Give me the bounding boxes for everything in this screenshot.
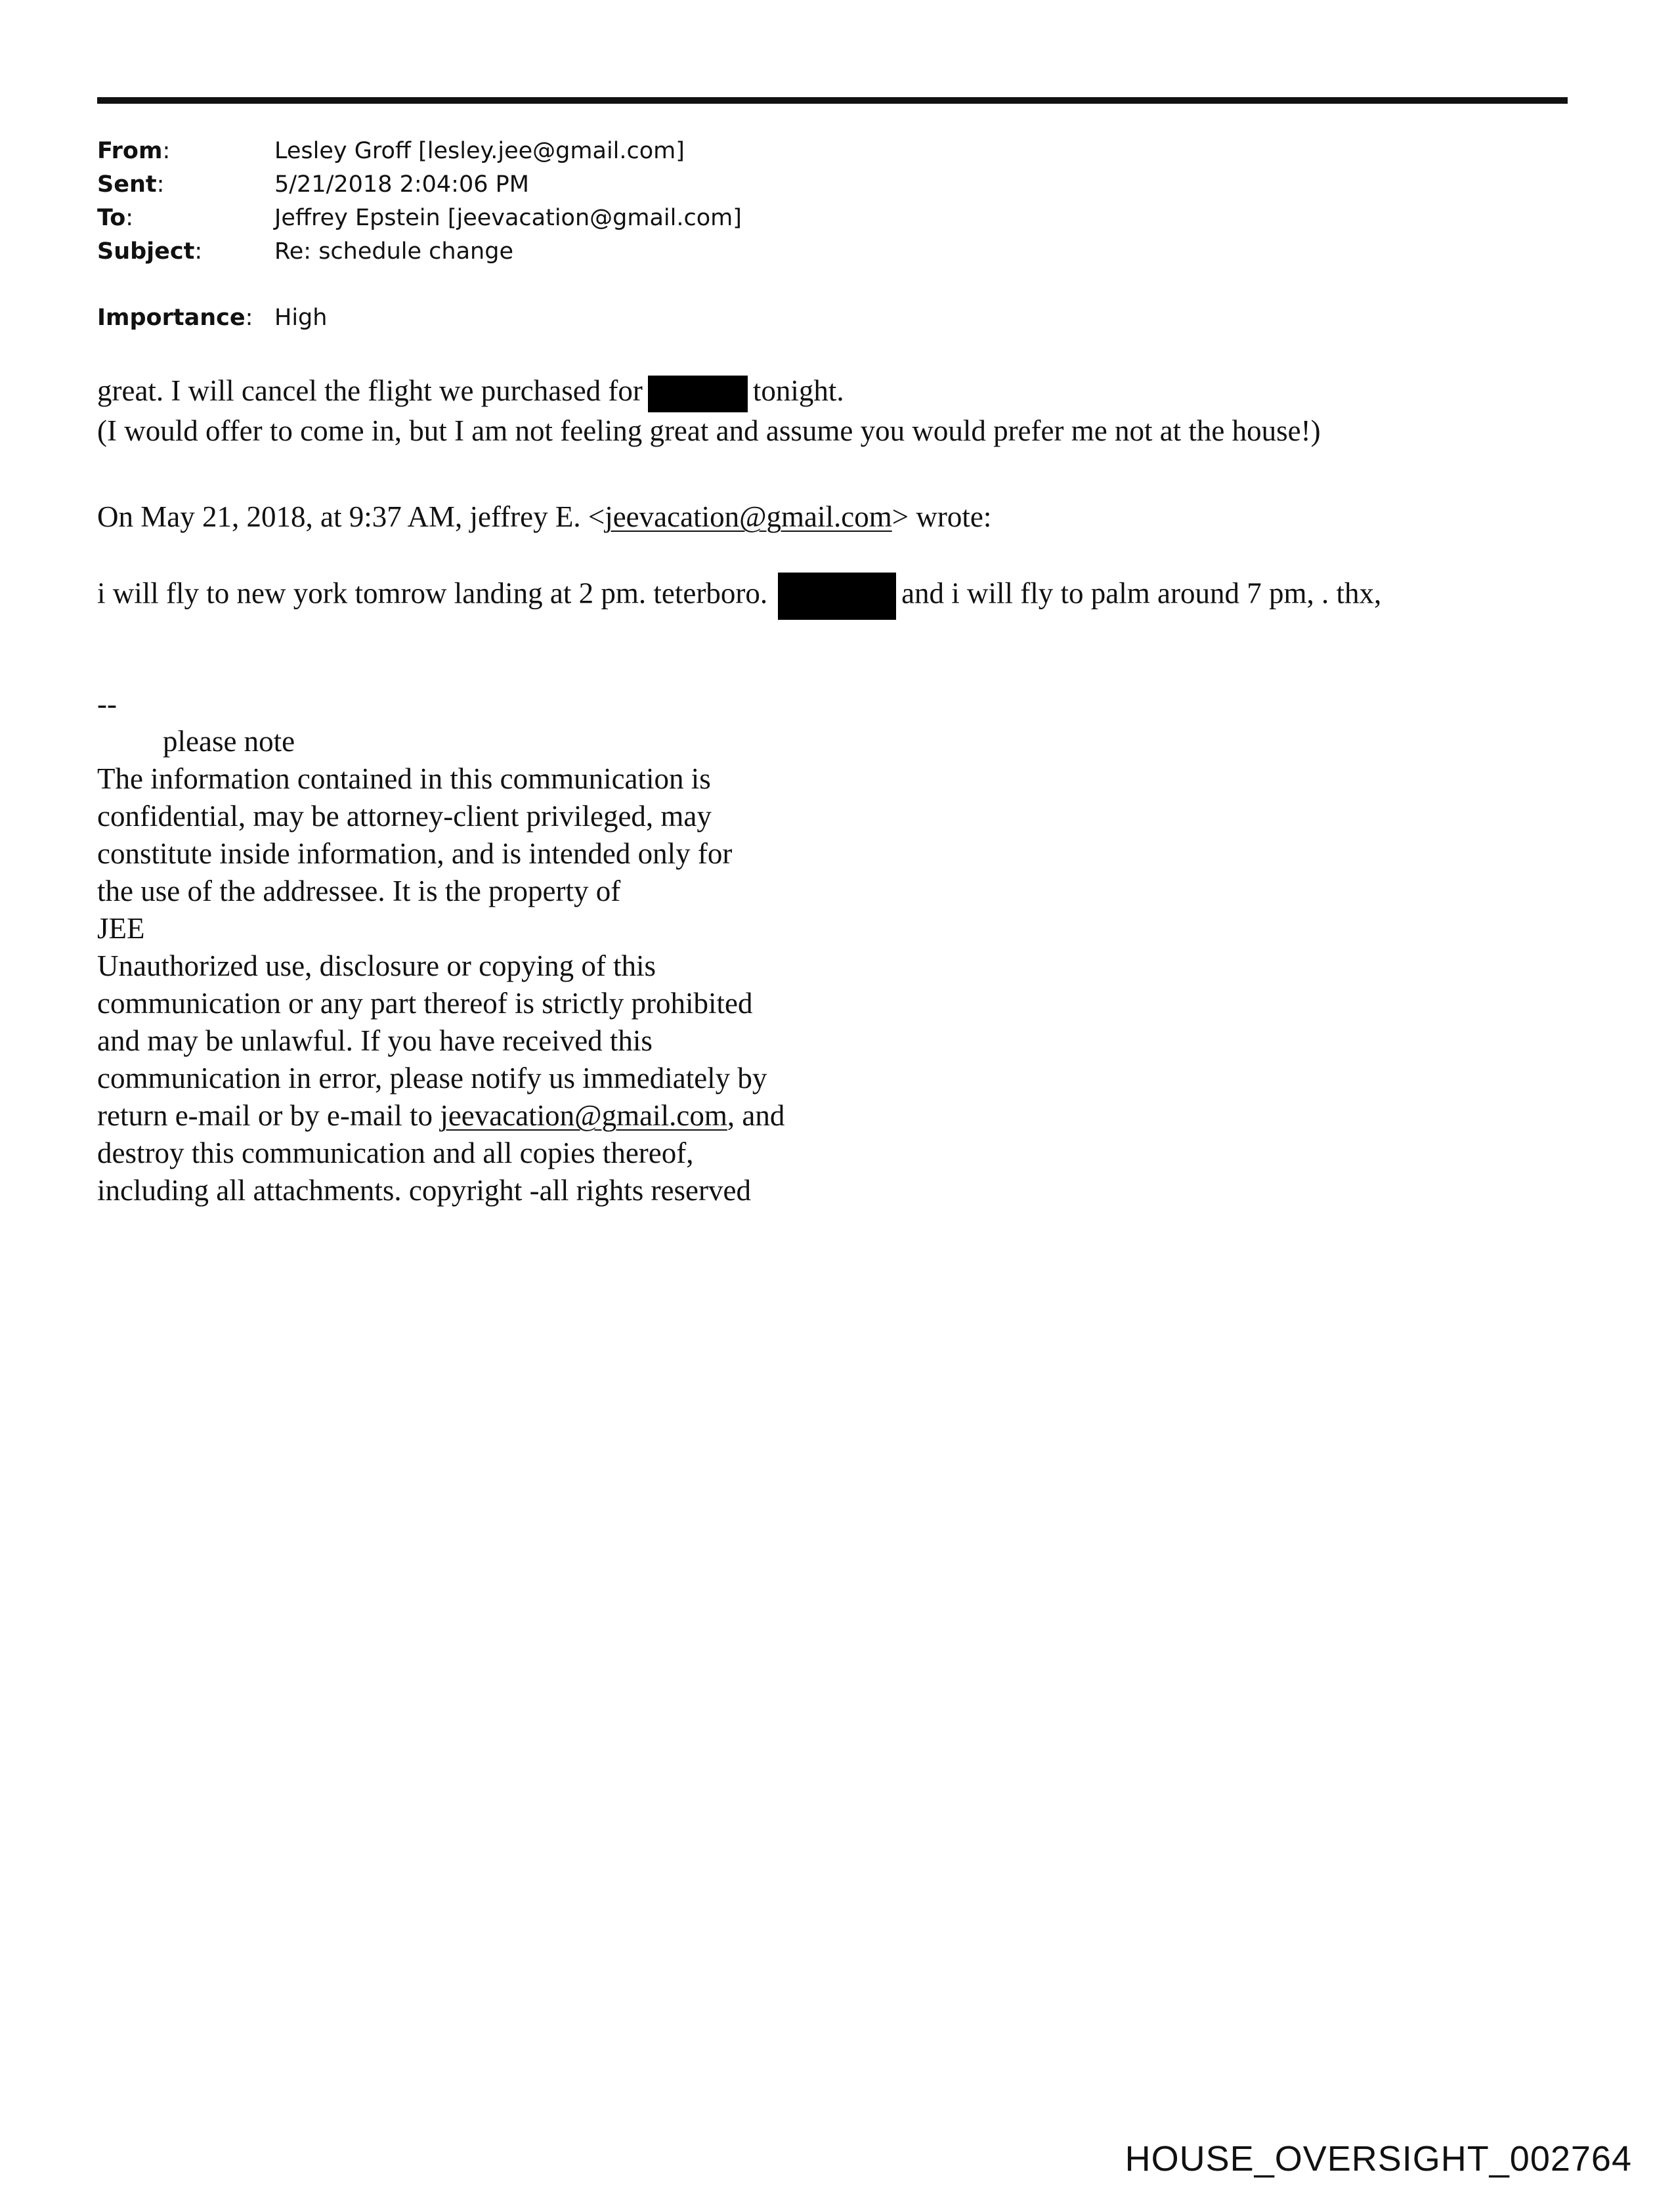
quoted-text: and i will fly to palm around 7 pm, . thx, — [901, 576, 1382, 610]
disclaimer-line: The information contained in this communication is — [97, 762, 711, 795]
header-rule — [97, 97, 1568, 104]
disclaimer-text: return e-mail or by e-mail to — [97, 1099, 440, 1132]
signature-note: please note — [163, 725, 295, 758]
from-value: Lesley Groff [lesley.jee@gmail.com] — [274, 138, 685, 164]
sent-label: Sent: — [97, 171, 165, 198]
subject-label: Subject: — [97, 238, 203, 265]
disclaimer-email-link[interactable]: jeevacation@gmail.com — [440, 1099, 727, 1132]
quoted-attribution — [97, 498, 991, 536]
importance-label: Importance: — [97, 305, 253, 331]
attribution-text: On May 21, 2018, at 9:37 AM, jeffrey E. < — [97, 500, 605, 533]
to-label: To: — [97, 205, 134, 231]
disclaimer-text: , and — [727, 1099, 785, 1132]
attribution-email-link[interactable]: jeevacation@gmail.com — [605, 500, 892, 533]
importance-value: High — [274, 305, 328, 331]
redaction-box — [778, 573, 896, 620]
reply-body — [97, 372, 1321, 450]
reply-line-2: (I would offer to come in, but I am not feeling great and assume you would prefer me not at the house!) — [97, 414, 1321, 447]
disclaimer-line: the use of the addressee. It is the property of — [97, 875, 621, 907]
disclaimer-line — [97, 1097, 784, 1135]
from-label: From: — [97, 138, 171, 164]
disclaimer-line: Unauthorized use, disclosure or copying of this — [97, 949, 656, 982]
attribution-text: > wrote: — [891, 500, 992, 533]
disclaimer-line: including all attachments. copyright -all rights reserved — [97, 1174, 751, 1207]
disclaimer-line: destroy this communication and all copies thereof, — [97, 1137, 694, 1169]
signature-block — [97, 685, 784, 1209]
reply-text: tonight. — [752, 374, 844, 407]
reply-text: great. I will cancel the flight we purchased for — [97, 374, 643, 407]
disclaimer-line: and may be unlawful. If you have received this — [97, 1024, 653, 1057]
quoted-body — [97, 573, 1381, 620]
header-sent-row — [97, 168, 742, 202]
header-to-row — [97, 202, 742, 235]
header-subject-row — [97, 235, 742, 269]
disclaimer-line: JEE — [97, 912, 145, 945]
subject-value: Re: schedule change — [274, 238, 513, 265]
quoted-text: i will fly to new york tomrow landing at 2 pm. teterboro. — [97, 576, 768, 610]
redaction-box — [648, 376, 748, 412]
bates-number: HOUSE_OVERSIGHT_002764 — [1125, 2139, 1632, 2179]
signature-dashes: -- — [97, 687, 117, 720]
email-headers — [97, 135, 742, 335]
disclaimer-line: confidential, may be attorney-client privileged, may — [97, 800, 712, 833]
reply-line-1 — [97, 372, 1321, 412]
disclaimer-line: communication in error, please notify us immediately by — [97, 1062, 767, 1095]
to-value: Jeffrey Epstein [jeevacation@gmail.com] — [274, 205, 742, 231]
header-from-row — [97, 135, 742, 168]
sent-value: 5/21/2018 2:04:06 PM — [274, 171, 529, 198]
header-importance-row — [97, 301, 742, 335]
disclaimer-line: communication or any part thereof is strictly prohibited — [97, 987, 753, 1020]
disclaimer-line: constitute inside information, and is intended only for — [97, 837, 733, 870]
